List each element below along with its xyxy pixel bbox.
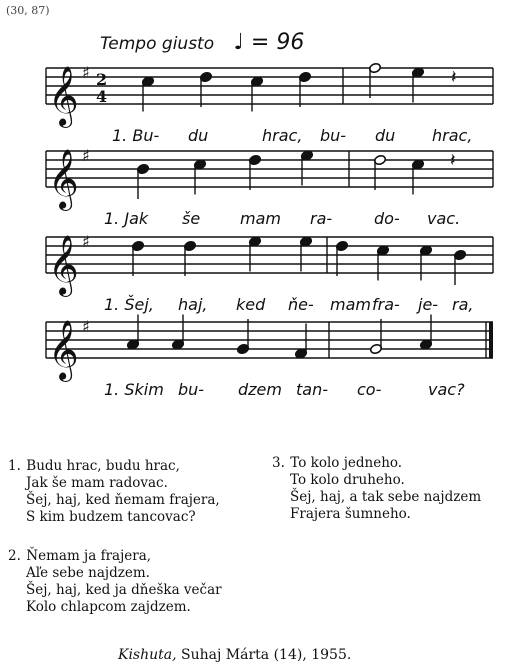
verse-line: Budu hrac, budu hrac, [26,458,180,474]
metronome-mark: ♩ = 96 [233,30,305,55]
lyric-syllable: 1. Bu- [112,126,160,145]
verse-line: Ňemam ja frajera, [26,548,152,564]
treble-clef-icon: 𝄞 [48,149,79,209]
time-signature-top: 2 [96,70,108,89]
verse-line: Kolo chlapcom zajdzem. [26,599,191,615]
quarter-rest-icon: 𝄽 [450,150,456,171]
lyric-syllable: ňe- [288,295,314,314]
verse-line: To kolo druheho. [290,472,405,488]
catalog-mark: (30, 87) [6,4,50,17]
source-place: Kishuta, [118,647,177,663]
lyric-syllable: tan- [296,380,328,399]
time-signature-bottom: 4 [96,87,108,106]
verse-line: S kim budzem tancovac? [26,509,196,525]
lyric-syllable: du [375,126,396,145]
lyric-syllable: vac? [428,380,465,399]
lyric-syllable: ra, [452,295,474,314]
lyric-syllable: bu- [320,126,347,145]
lyric-syllable: 1. Šej, [104,295,154,314]
lyric-syllable: hrac, [262,126,303,145]
tempo-text: Tempo giusto [100,34,215,54]
source-citation [118,647,351,663]
lyric-syllable: fra- [372,295,400,314]
key-signature-sharp-icon: ♯ [82,317,90,336]
key-signature-sharp-icon: ♯ [82,63,90,82]
verse-line: To kolo jedneho. [290,455,403,471]
verse-line: Šej, haj, ked ňemam frajera, [26,492,220,508]
verse-line: Aľe sebe najdzem. [26,565,150,581]
verse-line: Šej, haj, a tak sebe najdzem [290,489,482,505]
lyric-syllable: ra- [310,209,333,228]
key-signature-sharp-icon: ♯ [82,232,90,251]
lyric-syllable: ked [236,295,266,314]
verse-3 [272,455,481,523]
lyric-syllable: še [182,209,201,228]
lyric-syllable: dzem [238,380,282,399]
lyric-syllable: do- [374,209,400,228]
lyric-syllable: 1. Skim [104,380,164,399]
quarter-rest-icon: 𝄽 [451,67,457,88]
verse-line: Frajera šumneho. [290,506,411,522]
lyric-syllable: bu- [178,380,205,399]
lyric-syllable: mam [330,295,371,314]
verse-3-number: 3. [272,455,285,471]
lyric-syllable: haj, [178,295,208,314]
verse-1-number: 1. [8,458,21,474]
key-signature-sharp-icon: ♯ [82,146,90,165]
verse-line: Jak še mam radovac. [26,475,168,491]
treble-clef-icon: 𝄞 [48,320,79,380]
verse-line: Šej, haj, ked ja dňeška večar [26,582,222,598]
lyric-syllable: co- [357,380,382,399]
verse-2-number: 2. [8,548,21,564]
lyric-syllable: hrac, [432,126,473,145]
treble-clef-icon: 𝄞 [48,66,79,126]
lyric-syllable: 1. Jak [104,209,149,228]
lyric-syllable: mam [240,209,281,228]
source-singer: Suhaj Márta (14), 1955. [181,647,352,663]
lyric-syllable: je- [418,295,439,314]
lyric-syllable: du [188,126,209,145]
lyric-syllable: vac. [427,209,461,228]
verse-2 [8,548,222,616]
treble-clef-icon: 𝄞 [48,235,79,295]
verse-1 [8,458,220,526]
